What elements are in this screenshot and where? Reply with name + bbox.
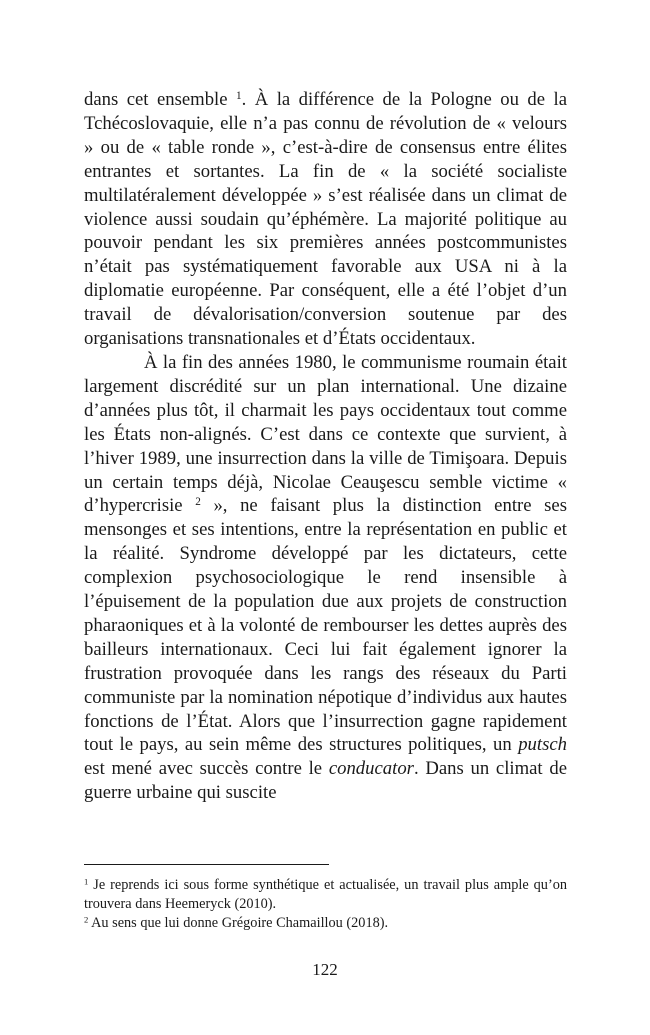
paragraph [84, 351, 567, 805]
footnotes [84, 876, 567, 933]
footnote-marker: 1 [84, 876, 89, 887]
footnote-marker: 2 [84, 914, 89, 925]
paragraph-text: est mené avec succès contre le [84, 758, 329, 780]
footnote-separator [84, 864, 329, 865]
paragraph-text: », ne faisant plus la distinction entre ses mensonges et ses intentions, entre la représentation en public et la réalité. Syndrome développé par les dictateurs, cette complexion psychosociologique le rend insensible à l’épuisement de la population due aux projets de construction pharaoniques et à la volonté de rembourser les dettes auprès des bailleurs internationaux. Ceci lui fait également ignorer la frustration provoquée dans les rangs des réseaux du Parti communiste par la nomination népotique d’individus aux hautes fonctions de l’État. Alors que l’insurrection gagne rapidement tout le pays, au sein même des structures politiques, un [84, 495, 567, 756]
page-number: 122 [312, 960, 338, 979]
footnote-reference: 1 [236, 89, 242, 102]
paragraph-text: dans cet ensemble [84, 89, 236, 110]
footnote [84, 876, 567, 914]
footnote [84, 914, 567, 933]
footnote-reference: 2 [195, 496, 201, 509]
paragraph-text: À la fin des années 1980, le communisme roumain était largement discrédité sur un plan international. Une dizaine d’années plus tôt, il charmait les pays occidentaux tout comme les États non-alignés. C’est dans ce contexte que survient, à l’hiver 1989, une insurrection dans la ville de Timişoara. Depuis un certain temps déjà, Nicolae Ceauşescu semble victime « d’hypercrisie [84, 351, 567, 517]
main-text [84, 88, 567, 805]
paragraph [84, 88, 567, 351]
italic-term: conducator [328, 758, 414, 780]
paragraph-text: . À la différence de la Pologne ou de la Tchécoslovaquie, elle n’a pas connu de révolution de « velours » ou de « table ronde », c’est-à-dire de consensus entre élites entrantes et sortantes. La fin de « la société socialiste multilatéralement développée » s’est réalisée dans un climat de violence aussi soudain qu’éphémère. La majorité politique au pouvoir pendant les six premières années postcommunistes n’était pas systématiquement favorable aux USA ni à la diplomatie européenne. Par conséquent, elle a été l’objet d’un travail de dévalorisation/conversion soutenue par des organisations transnationales et d’États occidentaux. [84, 89, 568, 350]
italic-term: putsch [518, 734, 567, 756]
paragraph-text: . Dans un climat de guerre urbaine qui suscite [84, 758, 568, 804]
footnote-text: Au sens que lui donne Grégoire Chamaillou (2018). [88, 915, 389, 931]
footnote-text: Je reprends ici sous forme synthétique et actualisée, un travail plus ample qu’on trouvera dans Heemeryck (2010). [84, 877, 567, 912]
